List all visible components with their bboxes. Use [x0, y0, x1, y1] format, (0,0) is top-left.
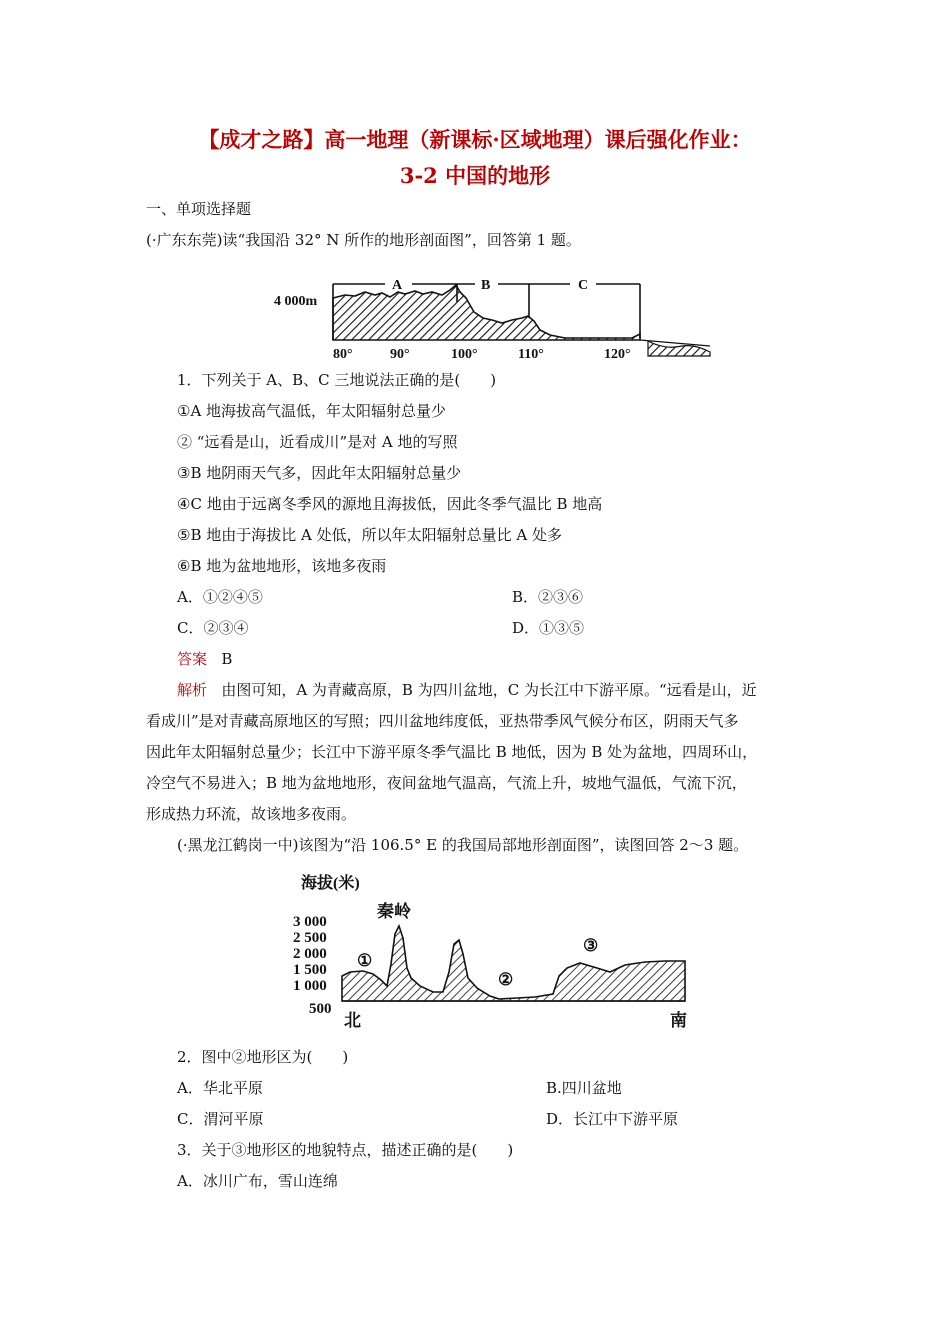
mountain-label-qinling: 秦岭 — [377, 902, 411, 921]
lon-tick-110: 110° — [518, 347, 544, 362]
lon-tick-100: 100° — [451, 347, 478, 362]
lon-tick-120: 120° — [604, 347, 631, 362]
q1-analysis-line-2: 看成川”是对青藏高原地区的写照；四川盆地纬度低，亚热带季风气候分布区，阴雨天气多 — [146, 712, 739, 730]
q1-statement-2: ② “远看是山，近看成川”是对 A 地的写照 — [177, 433, 458, 451]
profile-figure-32n — [270, 268, 715, 363]
answer-value: B — [221, 650, 233, 668]
profile-figure-106e — [285, 868, 705, 1038]
question-intro-2: (·黑龙江鹤岗一中)该图为“沿 106.5° E 的我国局部地形剖面图”，读图回答 2～3 题。 — [177, 836, 749, 854]
region-label-a: A — [392, 278, 403, 293]
q1-option-d: D．①③⑤ — [512, 619, 585, 637]
q1-statement-4: ④C 地由于远离冬季风的源地且海拔低，因此冬季气温比 B 地高 — [177, 495, 603, 513]
q1-answer — [177, 649, 232, 669]
q2-stem: 2．图中②地形区为( ) — [177, 1048, 349, 1066]
height-label: 4 000m — [274, 294, 318, 309]
marker-1: ① — [357, 951, 373, 970]
q1-statement-6: ⑥B 地为盆地地形，该地多夜雨 — [177, 557, 387, 575]
question-intro-1: (·广东东莞)读“我国沿 32° N 所作的地形剖面图”，回答第 1 题。 — [146, 231, 581, 249]
marker-2: ② — [498, 970, 514, 989]
section-heading: 一、单项选择题 — [146, 200, 252, 218]
q1-analysis-line-5: 形成热力环流，故该地多夜雨。 — [146, 805, 357, 823]
y-axis-title: 海拔(米) — [301, 875, 360, 892]
region-label-b: B — [481, 278, 491, 293]
doc-title-line1: 【成才之路】高一地理（新课标·区域地理）课后强化作业： — [198, 127, 752, 152]
q1-option-b: B．②③⑥ — [512, 588, 584, 606]
q2-option-d: D．长江中下游平原 — [546, 1110, 679, 1128]
q3-option-a: A．冰川广布，雪山连绵 — [177, 1172, 338, 1190]
south-label: 南 — [670, 1011, 687, 1030]
q1-option-c: C．②③④ — [177, 619, 249, 637]
lon-tick-90: 90° — [390, 347, 410, 362]
q2-option-c: C．渭河平原 — [177, 1110, 264, 1128]
marker-3: ③ — [583, 936, 599, 955]
q1-option-a: A．①②④⑤ — [177, 588, 263, 606]
q1-analysis-line-4: 冷空气不易进入；B 地为盆地地形，夜间盆地气温高，气流上升，坡地气温低，气流下沉， — [146, 774, 747, 792]
q1-statement-3: ③B 地阴雨天气多，因此年太阳辐射总量少 — [177, 464, 462, 482]
q2-option-a: A．华北平原 — [177, 1079, 263, 1097]
region-label-c: C — [578, 278, 589, 293]
terrain-profile — [333, 285, 640, 340]
y-tick-500: 500 — [309, 1001, 332, 1017]
answer-label: 答案 — [177, 650, 208, 668]
doc-title-line2: 3-2 中国的地形 — [399, 163, 551, 188]
y-tick-1000: 1 000 — [293, 978, 327, 994]
q1-statement-1: ①A 地海拔高气温低，年太阳辐射总量少 — [177, 402, 447, 420]
q3-stem: 3．关于③地形区的地貌特点，描述正确的是( ) — [177, 1141, 514, 1159]
terrain-profile-2 — [342, 926, 685, 1001]
q1-analysis-line-1 — [177, 680, 757, 700]
y-tick-1500: 1 500 — [293, 962, 327, 978]
q1-statement-5: ⑤B 地由于海拔比 A 处低，所以年太阳辐射总量比 A 处多 — [177, 526, 562, 544]
y-tick-3000: 3 000 — [293, 914, 327, 930]
y-tick-2000: 2 000 — [293, 946, 327, 962]
y-tick-2500: 2 500 — [293, 930, 327, 946]
analysis-text-1: 由图可知，A 为青藏高原，B 为四川盆地，C 为长江中下游平原。“远看是山，近 — [221, 681, 757, 699]
north-label: 北 — [344, 1011, 361, 1030]
analysis-label: 解析 — [177, 681, 208, 699]
lon-tick-80: 80° — [333, 347, 353, 362]
q2-option-b: B.四川盆地 — [546, 1079, 622, 1097]
q1-stem: 1．下列关于 A、B、C 三地说法正确的是( ) — [177, 371, 497, 389]
q1-analysis-line-3: 因此年太阳辐射总量少；长江中下游平原冬季气温比 B 地低，因为 B 处为盆地，四周环山， — [146, 743, 758, 761]
